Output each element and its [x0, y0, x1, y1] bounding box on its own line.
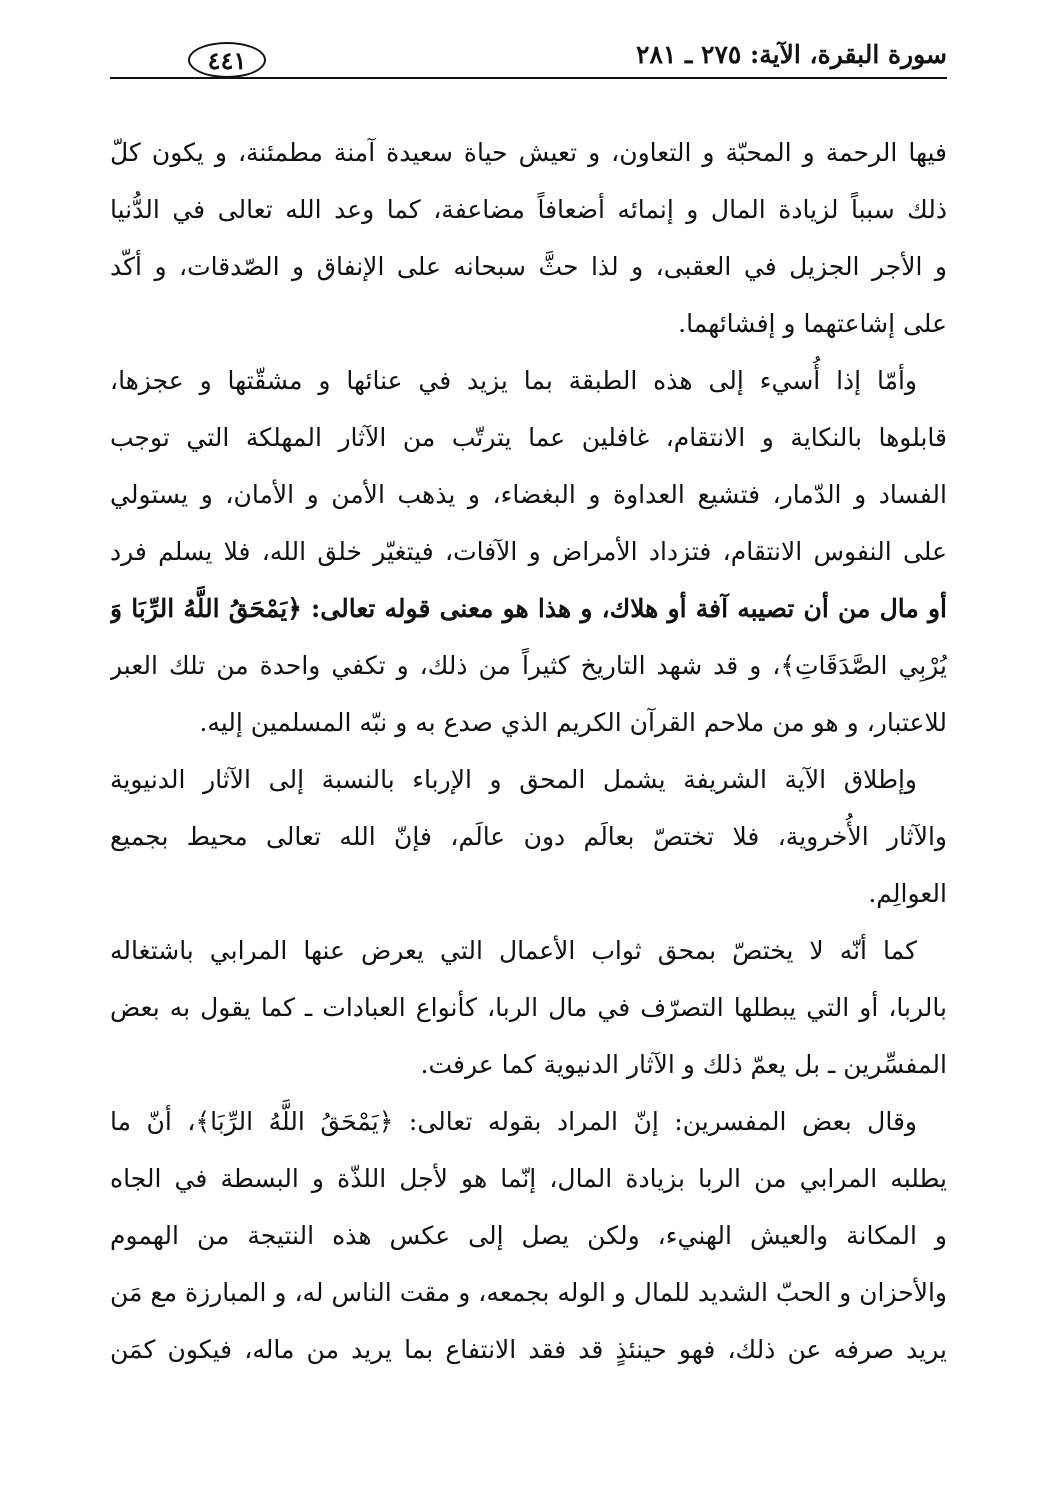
paragraph [110, 922, 947, 1093]
text-line: و الأجر الجزيل في العقبى، و لذا حثَّ سبحانه على الإنفاق و الصّدقات، و أكّد [110, 252, 947, 281]
text-line: و المكانة والعيش الهنيء، ولكن يصل إلى عكس هذه النتيجة من الهموم [110, 1221, 947, 1250]
page-header [110, 40, 947, 88]
text-line: ذلك سبباً لزيادة المال و إنمائه أضعافاً مضاعفة، كما وعد الله تعالى في الدُّنيا [110, 195, 947, 224]
text-line: العوالِم. [868, 879, 947, 908]
text-line: الفساد و الدّمار، فتشيع العداوة و البغضاء، و يذهب الأمن و الأمان، و يستولي [110, 480, 947, 509]
text-line: وإطلاق الآية الشريفة يشمل المحق و الإرباء بالنسبة إلى الآثار الدنيوية [110, 765, 917, 794]
paragraph [110, 751, 947, 922]
text-line: وأمّا إذا أُسيء إلى هذه الطبقة بما يزيد في عنائها و مشقّتها و عجزها، [110, 366, 917, 395]
text-line: أو مال من أن تصيبه آفة أو هلاك، و هذا هو معنى قوله تعالى: ﴿يَمْحَقُ اللَّهُ الرِّبَا وَ [110, 594, 947, 623]
text-line: قابلوها بالنكاية و الانتقام، غافلين عما يترتّب من الآثار المهلكة التي توجب [110, 423, 947, 452]
text-line: وقال بعض المفسرين: إنّ المراد بقوله تعالى: ﴿يَمْحَقُ اللَّهُ الرِّبَا﴾، أنّ ما [110, 1107, 917, 1136]
paragraph [110, 124, 947, 352]
text-line: والآثار الأُخروية، فلا تختصّ بعالَم دون عالَم، فإنّ الله تعالى محيط بجميع [110, 822, 947, 851]
running-head: سورة البقرة، الآية: ٢٧٥ ـ ٢٨١ [636, 40, 947, 69]
text-line: والأحزان و الحبّ الشديد للمال و الوله بجمعه، و مقت الناس له، و المبارزة مع مَن [110, 1278, 947, 1307]
text-line: بالربا، أو التي يبطلها التصرّف في مال الربا، كأنواع العبادات ـ كما يقول به بعض [110, 993, 947, 1022]
header-rule [110, 77, 947, 79]
paragraph [110, 1093, 947, 1378]
text-line: يطلبه المرابي من الربا بزيادة المال، إنّما هو لأجل اللذّة و البسطة في الجاه [110, 1164, 947, 1193]
text-line: المفسِّرين ـ بل يعمّ ذلك و الآثار الدنيوية كما عرفت. [420, 1050, 947, 1079]
text-line: للاعتبار، و هو من ملاحم القرآن الكريم الذي صدع به و نبّه المسلمين إليه. [199, 708, 947, 737]
text-line: يريد صرفه عن ذلك، فهو حينئذٍ قد فقد الانتفاع بما يريد من ماله، فيكون كمَن [110, 1335, 947, 1364]
text-line: على النفوس الانتقام، فتزداد الأمراض و الآفات، فيتغيّر خلق الله، فلا يسلم فرد [110, 537, 947, 566]
text-line: يُرْبِي الصَّدَقَاتِ﴾، و قد شهد التاريخ كثيراً من ذلك، و تكفي واحدة من تلك العبر [110, 651, 947, 680]
page-number: ٤٤١ [188, 42, 266, 78]
text-line: على إشاعتهما و إفشائهما. [678, 309, 947, 338]
paragraph [110, 352, 947, 751]
main-text [110, 124, 947, 1378]
text-line: كما أنّه لا يختصّ بمحق ثواب الأعمال التي يعرض عنها المرابي باشتغاله [110, 936, 917, 965]
text-line: فيها الرحمة و المحبّة و التعاون، و تعيش حياة سعيدة آمنة مطمئنة، و يكون كلّ [110, 138, 947, 167]
